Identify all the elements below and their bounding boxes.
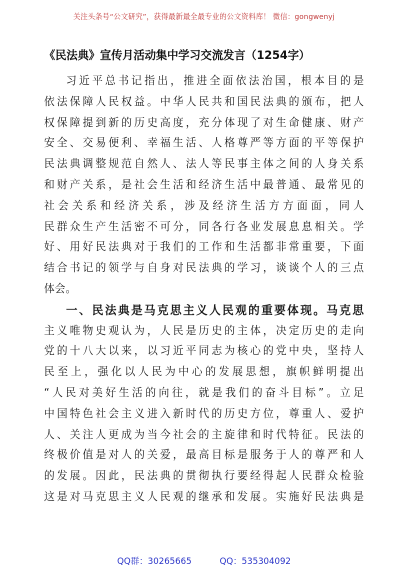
qq-group-number: QQ群：30265665 [117, 557, 192, 567]
body-line: 安全、交易便利、幸福生活、人格尊严等方面的平等保护 [44, 137, 364, 150]
body-line: 好、用好民法典对于我们的工作和生活都非常重要，下面 [44, 241, 364, 254]
body-line: 社会关系和经济关系，涉及经济生活方方面面，同人 [44, 199, 364, 212]
body-line: 这是对马克思主义人民观的继承和发展。实施好民法典是 [44, 490, 364, 503]
document-title: 《民法典》宣传月活动集中学习交流发言（1254字） [44, 49, 311, 62]
top-banner: 关注头条号“公文研究”，获得最新最全最专业的公文资料库！ 微信：gongwenyj [73, 12, 335, 21]
body-line: 民群众生产生活密不可分，同各行各业发展息息相关。学 [44, 220, 364, 233]
section-heading-line: 一、民法典是马克思主义人民观的重要体现。马克思 [66, 302, 364, 317]
body-line: 依法保障人民权益。中华人民共和国民法典的颁布，把人 [44, 95, 364, 108]
body-line: 的发展。因此，民法典的贯彻执行要经得起人民群众检验 [44, 470, 364, 483]
body-line: 习近平总书记指出，推进全面依法治国，根本目的是 [66, 75, 364, 87]
body-line: 和财产关系，是社会生活和经济生活中最普通、最常见的 [44, 178, 364, 191]
body-line: 权保障提到新的历史高度，充分体现了对生命健康、财产 [44, 116, 364, 129]
body-line: 主义唯物史观认为，人民是历史的主体，决定历史的走向 [44, 324, 364, 337]
body-line: 结合书记的领学与自身对民法典的学习，谈谈个人的三点 [44, 262, 364, 275]
body-line: 人、关注人更成为当今社会的主旋律和时代特征。民法的 [44, 428, 364, 441]
footer-contact [0, 555, 408, 567]
body-line: 民法典调整规范自然人、法人等民事主体之间的人身关系 [44, 158, 364, 171]
body-line: 体会。 [44, 282, 77, 295]
body-line: 终极价值是对人的关爱，最高目标是服务于人的尊严和人 [44, 449, 364, 462]
body-line: “人民对美好生活的向往，就是我们的奋斗目标”。立足 [44, 386, 364, 399]
body-line: 民至上，强化以人民为中心的发展思想，旗帜鲜明提出 [44, 366, 364, 379]
qq-number: QQ：535304092 [219, 557, 291, 567]
body-line: 党的十八大以来，以习近平同志为核心的党中央，坚持人 [44, 345, 364, 358]
document-body [44, 71, 364, 508]
body-line: 中国特色社会主义进入新时代的历史方位，尊重人、爱护 [44, 407, 364, 420]
